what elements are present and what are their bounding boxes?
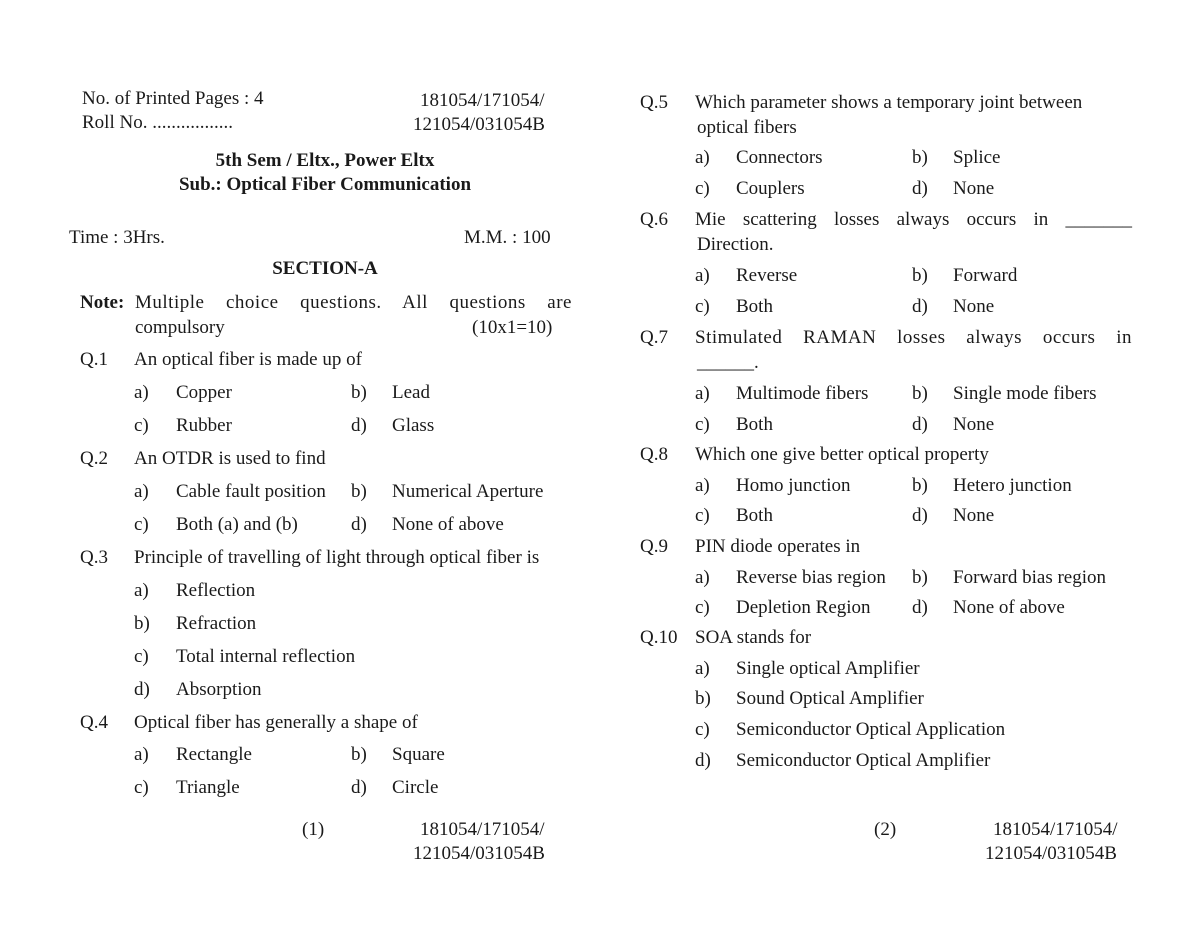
option-text: Both bbox=[736, 414, 773, 435]
option-key: d) bbox=[912, 414, 928, 435]
question-text: Principle of travelling of light through optical fiber is bbox=[134, 547, 540, 568]
option-key: c) bbox=[695, 597, 710, 618]
option-text: None bbox=[953, 505, 995, 526]
option-key: b) bbox=[912, 383, 928, 404]
option-text: None bbox=[953, 178, 995, 199]
option-text: Splice bbox=[953, 147, 1001, 168]
option-text: Absorption bbox=[176, 679, 262, 700]
question-number: Q.8 bbox=[640, 444, 668, 465]
option-text: Multimode fibers bbox=[736, 383, 869, 404]
question-number: Q.4 bbox=[80, 712, 108, 733]
option-key: d) bbox=[351, 777, 367, 798]
option-key: b) bbox=[134, 613, 150, 634]
option-key: b) bbox=[351, 382, 367, 403]
time-label: Time : 3Hrs. bbox=[69, 227, 165, 248]
option-key: b) bbox=[351, 481, 367, 502]
paper-code-line2: 121054/031054B bbox=[413, 114, 545, 135]
question-text-line1: Which parameter shows a temporary joint between bbox=[695, 92, 1083, 113]
semester-heading: 5th Sem / Eltx., Power Eltx bbox=[215, 150, 435, 171]
roll-no-label: Roll No. ................. bbox=[82, 112, 233, 133]
option-key: d) bbox=[912, 597, 928, 618]
option-key: b) bbox=[912, 265, 928, 286]
option-key: c) bbox=[134, 514, 149, 535]
option-text: Homo junction bbox=[736, 475, 851, 496]
paper-code-line1: 181054/171054/ bbox=[420, 90, 545, 111]
option-text: Copper bbox=[176, 382, 232, 403]
option-text: Lead bbox=[392, 382, 430, 403]
option-key: a) bbox=[134, 382, 149, 403]
option-key: c) bbox=[695, 414, 710, 435]
footer-code-line2: 121054/031054B bbox=[413, 843, 545, 864]
option-key: a) bbox=[695, 265, 710, 286]
option-text: Rubber bbox=[176, 415, 232, 436]
question-text-line2: Direction. bbox=[697, 234, 774, 255]
question-number: Q.1 bbox=[80, 349, 108, 370]
option-text: Single optical Amplifier bbox=[736, 658, 920, 679]
option-key: b) bbox=[351, 744, 367, 765]
option-text: Circle bbox=[392, 777, 439, 798]
option-key: a) bbox=[695, 475, 710, 496]
option-text: Sound Optical Amplifier bbox=[736, 688, 924, 709]
option-key: a) bbox=[695, 567, 710, 588]
option-text: Connectors bbox=[736, 147, 823, 168]
option-key: c) bbox=[695, 178, 710, 199]
question-text: Which one give better optical property bbox=[695, 444, 989, 465]
question-number: Q.3 bbox=[80, 547, 108, 568]
option-key: c) bbox=[134, 646, 149, 667]
option-key: b) bbox=[912, 475, 928, 496]
option-key: d) bbox=[695, 750, 711, 771]
option-key: a) bbox=[134, 744, 149, 765]
option-key: d) bbox=[351, 514, 367, 535]
note-marks: (10x1=10) bbox=[472, 317, 553, 338]
printed-pages-label: No. of Printed Pages : 4 bbox=[82, 88, 264, 109]
option-text: Reverse bbox=[736, 265, 798, 286]
option-text: Hetero junction bbox=[953, 475, 1072, 496]
option-key: a) bbox=[134, 580, 149, 601]
question-text-line2: optical fibers bbox=[697, 117, 797, 138]
option-key: b) bbox=[912, 567, 928, 588]
option-text: None of above bbox=[392, 514, 504, 535]
option-text: Both (a) and (b) bbox=[176, 514, 298, 535]
option-text: Semiconductor Optical Amplifier bbox=[736, 750, 991, 771]
option-text: Triangle bbox=[176, 777, 240, 798]
option-key: c) bbox=[695, 719, 710, 740]
question-number: Q.2 bbox=[80, 448, 108, 469]
option-text: Forward bbox=[953, 265, 1018, 286]
option-key: a) bbox=[695, 658, 710, 679]
note-label: Note: bbox=[80, 292, 125, 313]
section-heading: SECTION-A bbox=[272, 258, 378, 279]
question-text-line1: Mie scattering losses always occurs in _______ bbox=[695, 209, 1132, 230]
question-number: Q.9 bbox=[640, 536, 668, 557]
option-text: Semiconductor Optical Application bbox=[736, 719, 1006, 740]
option-key: a) bbox=[695, 383, 710, 404]
question-text-line2: ______. bbox=[697, 352, 759, 373]
option-text: None bbox=[953, 414, 995, 435]
option-key: a) bbox=[695, 147, 710, 168]
question-text: SOA stands for bbox=[695, 627, 812, 648]
question-text: An OTDR is used to find bbox=[134, 448, 326, 469]
option-key: c) bbox=[134, 415, 149, 436]
option-key: c) bbox=[695, 296, 710, 317]
option-key: d) bbox=[912, 296, 928, 317]
option-text: Depletion Region bbox=[736, 597, 871, 618]
question-text: PIN diode operates in bbox=[695, 536, 861, 557]
option-text: Numerical Aperture bbox=[392, 481, 544, 502]
footer-code-line1: 181054/171054/ bbox=[993, 819, 1118, 840]
option-text: Refraction bbox=[176, 613, 257, 634]
option-key: c) bbox=[134, 777, 149, 798]
page-number: (2) bbox=[874, 819, 897, 840]
option-text: None of above bbox=[953, 597, 1065, 618]
question-number: Q.7 bbox=[640, 327, 668, 348]
footer-code-line2: 121054/031054B bbox=[985, 843, 1117, 864]
note-text-line1: Multiple choice questions. All questions are bbox=[135, 292, 572, 313]
question-number: Q.6 bbox=[640, 209, 668, 230]
option-key: d) bbox=[134, 679, 150, 700]
option-text: None bbox=[953, 296, 995, 317]
option-key: d) bbox=[912, 505, 928, 526]
option-text: Square bbox=[392, 744, 445, 765]
option-key: b) bbox=[912, 147, 928, 168]
option-key: b) bbox=[695, 688, 711, 709]
option-text: Rectangle bbox=[176, 744, 252, 765]
option-text: Both bbox=[736, 505, 773, 526]
option-text: Reverse bias region bbox=[736, 567, 886, 588]
option-key: d) bbox=[351, 415, 367, 436]
option-text: Reflection bbox=[176, 580, 256, 601]
footer-code-line1: 181054/171054/ bbox=[420, 819, 545, 840]
question-text-line1: Stimulated RAMAN losses always occurs in bbox=[695, 327, 1132, 348]
option-text: Both bbox=[736, 296, 773, 317]
option-text: Single mode fibers bbox=[953, 383, 1097, 404]
option-text: Total internal reflection bbox=[176, 646, 356, 667]
option-text: Cable fault position bbox=[176, 481, 326, 502]
subject-heading: Sub.: Optical Fiber Communication bbox=[178, 174, 472, 195]
option-text: Forward bias region bbox=[953, 567, 1107, 588]
question-text: Optical fiber has generally a shape of bbox=[134, 712, 418, 733]
note-text-line2: compulsory bbox=[135, 317, 225, 338]
option-text: Couplers bbox=[736, 178, 805, 199]
option-key: d) bbox=[912, 178, 928, 199]
question-text: An optical fiber is made up of bbox=[134, 349, 362, 370]
page-2 bbox=[600, 0, 1200, 927]
question-number: Q.5 bbox=[640, 92, 668, 113]
option-key: a) bbox=[134, 481, 149, 502]
page-number: (1) bbox=[302, 819, 325, 840]
question-number: Q.10 bbox=[640, 627, 678, 648]
option-text: Glass bbox=[392, 415, 435, 436]
max-marks-label: M.M. : 100 bbox=[464, 227, 551, 248]
option-key: c) bbox=[695, 505, 710, 526]
